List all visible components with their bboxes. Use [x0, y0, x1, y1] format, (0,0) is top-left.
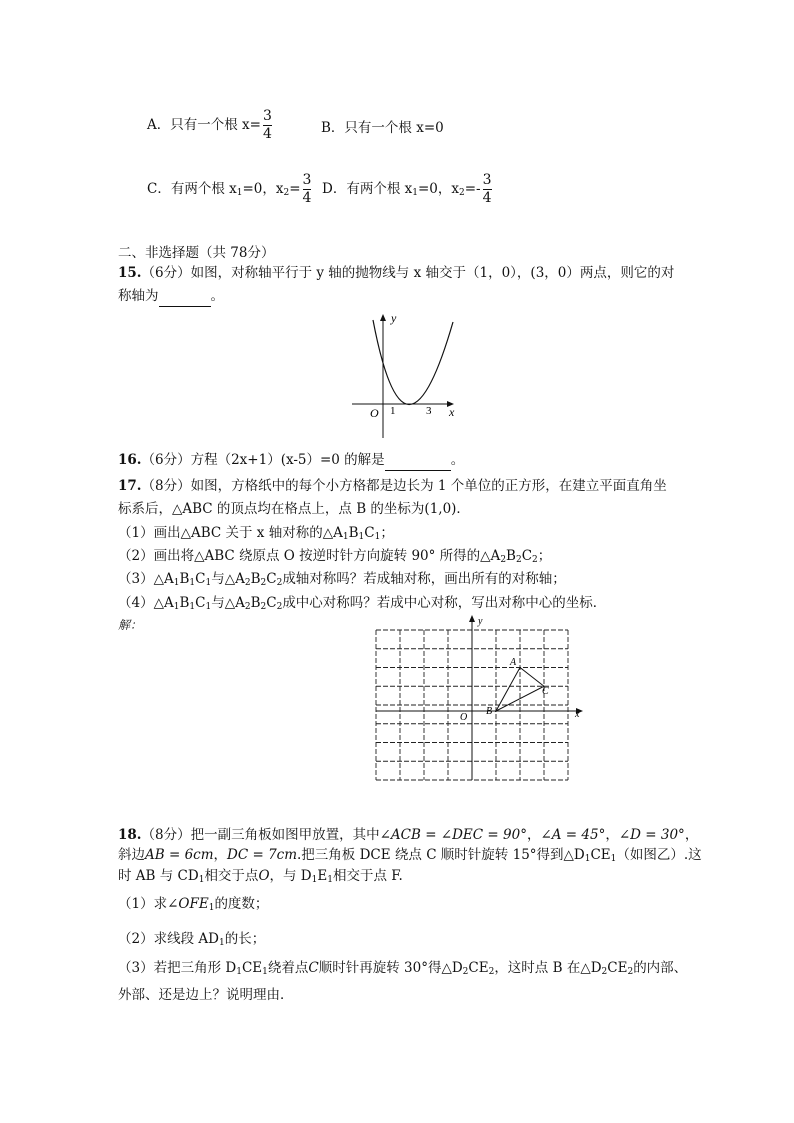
q18-line1: 18.（8分）把一副三角板如图甲放置，其中∠ACB = ∠DEC = 90°，∠A = 45°，∠D = 30°，: [118, 827, 699, 843]
q14-option-d: D．有两个根 $x_1=0$，$x_2=-$ $\frac{3}{4}$: [322, 172, 492, 206]
y-axis-label: y: [391, 311, 397, 325]
fraction: $\frac{3}{4}$: [302, 172, 312, 206]
y-axis-label: y: [478, 616, 483, 627]
parabola-curve: [373, 320, 453, 405]
q17-line1: 17.（8分）如图，方格纸中的每个小方格都是边长为 1 个单位的正方形，在建立平面直角坐: [118, 478, 667, 494]
answer-blank: [159, 286, 211, 307]
coordinate-grid: [370, 614, 590, 786]
root1-label: 1: [390, 405, 396, 417]
q17-item4: $(4)\triangle A_1B_1C_1$与$\triangle A_2B_2C_2$成中心对称吗？若成中心对称，写出对称中心的坐标．: [118, 595, 607, 612]
q14-option-b: B．只有一个根 x=0: [321, 120, 444, 136]
section-heading: 二、非选择题（共 78分）: [118, 245, 275, 261]
question-number: 18.: [118, 827, 142, 843]
q14-option-c: C．有两个根 $x_1=0$，$x_2=$ $\frac{3}{4}$: [147, 172, 312, 206]
origin-label: O: [460, 712, 468, 723]
vertex-b-label: B: [486, 706, 493, 717]
q18-item1: （1）求$\angle OFE_1$的度数；: [118, 896, 269, 913]
question-number: 15.: [118, 265, 142, 281]
q17-line2: 标系后，△ABC 的顶点均在格点上，点 B 的坐标为(1,0)．: [118, 501, 470, 517]
vertex-c-label: C: [542, 686, 549, 697]
parabola-graph: [350, 308, 470, 443]
q15-line1: 15.（6分）如图，对称轴平行于 y 轴的抛物线与 x 轴交于（1，0），(3，0）两点，则它的对: [118, 265, 675, 281]
root2-label: 3: [426, 405, 432, 417]
q18-line3: 时 AB 与 $CD_1$相交于点O，与 $D_1E_1$相交于点 F.: [118, 868, 403, 885]
question-number: 16.: [118, 452, 142, 468]
q17-item3: $(3)\triangle A_1B_1C_1$与$\triangle A_2B_2C_2$成轴对称吗？若成轴对称，画出所有的对称轴；: [118, 571, 566, 588]
q17-item2: （2）画出将△ABC 绕原点 O 按逆时针方向旋转 90° 所得的$\triangle A_2B_2C_2$；: [118, 548, 552, 565]
question-number: 17.: [118, 478, 142, 494]
q15-line2: 称轴为 。: [118, 286, 224, 307]
fraction: $\frac{3}{4}$: [262, 108, 272, 142]
y-axis-arrow: [380, 314, 386, 321]
origin-label: O: [370, 406, 379, 420]
q18-item3-line2: 外部、还是边上？说明理由．: [118, 987, 294, 1003]
q18-line2: 斜边AB = 6cm，DC = 7cm.把三角板 DCE 绕点 C 顺时针旋转 15°得到$\triangle D_1CE_1$（如图乙）.这: [118, 847, 702, 864]
fraction: $\frac{3}{4}$: [482, 172, 492, 206]
answer-blank: [385, 450, 451, 471]
q18-item2: （2）求线段 $AD_1$的长；: [118, 931, 266, 948]
q18-item3: （3）若把三角形 $D_1CE_1$绕着点C顺时针再旋转 30°得$\triangle D_2CE_2$，这时点 B 在$\triangle D_2CE_2$的内部、: [118, 960, 688, 977]
x-axis-label: x: [449, 405, 455, 419]
x-axis-label: x: [575, 709, 580, 720]
q16-line: 16.（6分）方程（2x+1）(x-5）=0 的解是 。: [118, 450, 464, 471]
solve-label: 解：: [118, 618, 143, 632]
vertex-a-label: A: [510, 657, 517, 668]
q14-option-a: A．只有一个根 x= $\frac{3}{4}$: [147, 108, 272, 142]
q17-item1: （1）画出△ABC 关于 x 轴对称的$\triangle A_1B_1C_1$；: [118, 525, 394, 542]
y-axis-arrow: [469, 615, 475, 622]
